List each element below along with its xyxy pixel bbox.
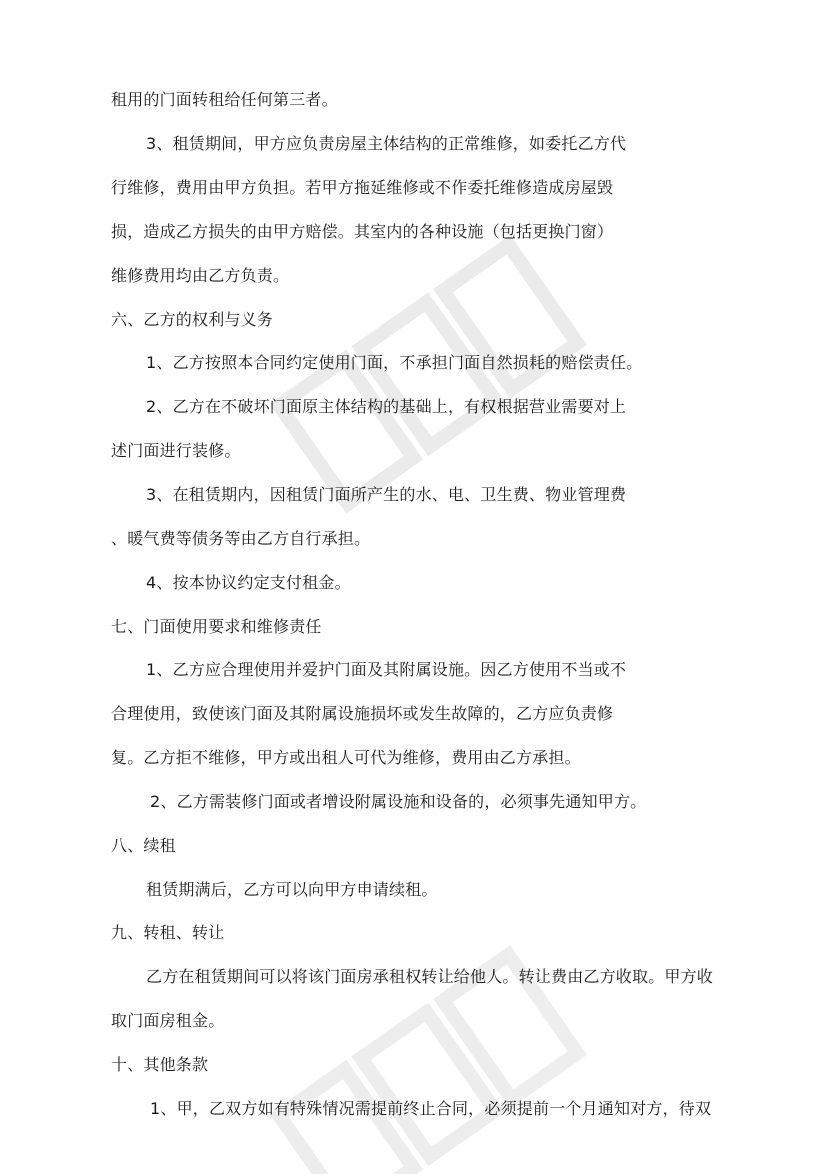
paragraph-line: 3、在租赁期内，因租赁门面所产生的水、电、卫生费、物业管理费 [146,485,627,504]
section-heading: 七、门面使用要求和维修责任 [111,617,322,636]
paragraph-line: 取门面房租金。 [111,1011,225,1030]
paragraph-line: 1、乙方应合理使用并爱护门面及其附属设施。因乙方使用不当或不 [146,660,627,679]
paragraph-line: 、暖气费等债务等由乙方自行承担。 [111,529,371,548]
paragraph-line: 维修费用均由乙方负责。 [111,266,290,285]
paragraph-line: 租赁期满后，乙方可以向甲方申请续租。 [146,880,438,899]
paragraph-line: 损，造成乙方损失的由甲方赔偿。其室内的各种设施（包括更换门窗） [111,222,614,241]
paragraph-line: 4、按本协议约定支付租金。 [146,573,351,592]
section-heading: 九、转租、转让 [111,923,225,942]
paragraph-line: 述门面进行装修。 [111,441,241,460]
paragraph-line: 3、租赁期间，甲方应负责房屋主体结构的正常维修，如委托乙方代 [146,134,627,153]
paragraph-line: 2、乙方需装修门面或者增设附属设施和设备的，必须事先通知甲方。 [150,792,647,811]
paragraph-line: 乙方在租赁期间可以将该门面房承租权转让给他人。转让费由乙方收取。甲方收 [146,967,714,986]
paragraph-line: 1、甲，乙双方如有特殊情况需提前终止合同，必须提前一个月通知对方，待双 [150,1099,712,1118]
paragraph-line: 2、乙方在不破坏门面原主体结构的基础上，有权根据营业需要对上 [146,397,627,416]
section-heading: 十、其他条款 [111,1055,209,1074]
paragraph-line: 行维修，费用由甲方负担。若甲方拖延维修或不作委托维修造成房屋毁 [111,178,614,197]
paragraph-line: 租用的门面转租给任何第三者。 [111,90,338,109]
section-heading: 八、续租 [111,836,176,855]
paragraph-line: 1、乙方按照本合同约定使用门面，不承担门面自然损耗的赔偿责任。 [146,353,643,372]
section-heading: 六、乙方的权利与义务 [111,310,274,329]
paragraph-line: 复。乙方拒不维修，甲方或出租人可代为维修，费用由乙方承担。 [111,748,581,767]
paragraph-line: 合理使用，致使该门面及其附属设施损坏或发生故障的，乙方应负责修 [111,704,614,723]
